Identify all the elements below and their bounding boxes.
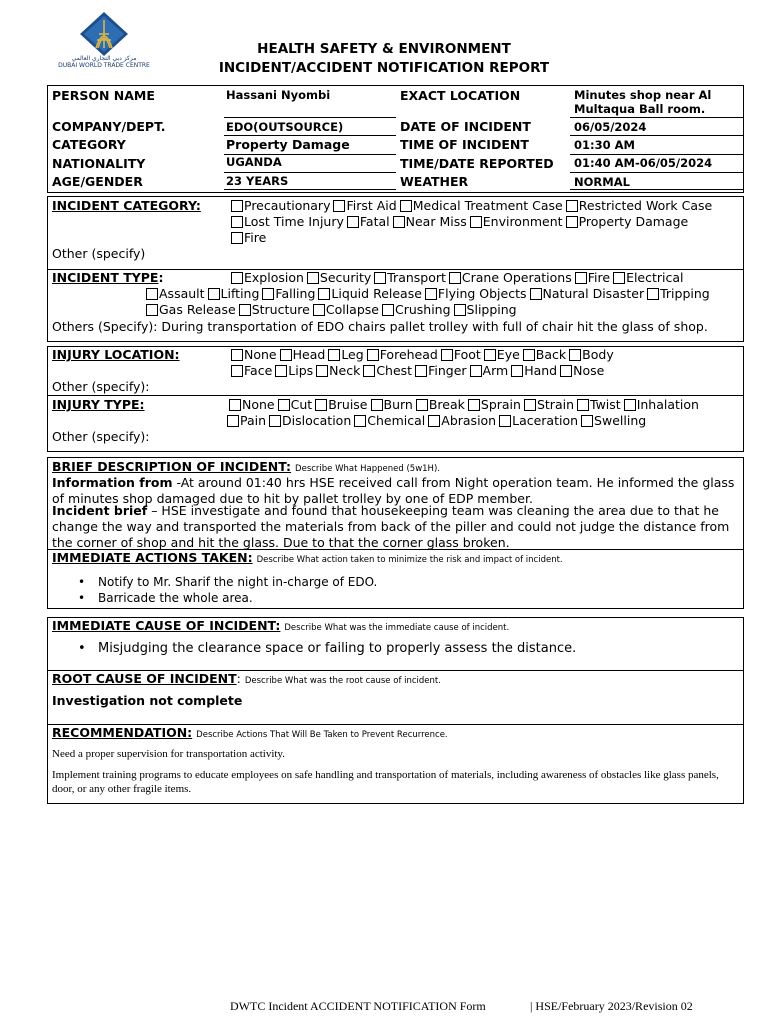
checkbox[interactable] bbox=[367, 349, 379, 361]
checkbox[interactable] bbox=[415, 365, 427, 377]
recommendation-line1: Need a proper supervision for transportation activity. bbox=[52, 748, 285, 760]
age-divider bbox=[224, 172, 396, 173]
immediate-cause-heading: IMMEDIATE CAUSE OF INCIDENT: bbox=[52, 618, 281, 633]
checkbox-label: Head bbox=[292, 347, 326, 362]
checkbox[interactable] bbox=[382, 304, 394, 316]
checkbox[interactable] bbox=[229, 399, 241, 411]
logo-emblem-icon bbox=[48, 10, 160, 56]
checkbox[interactable] bbox=[468, 399, 480, 411]
checkbox-option[interactable] bbox=[470, 214, 563, 229]
checkbox-label: Lifting bbox=[220, 286, 260, 301]
location-divider bbox=[570, 117, 744, 118]
checkbox[interactable] bbox=[499, 415, 511, 427]
checkbox-option[interactable] bbox=[318, 286, 422, 301]
checkbox-option[interactable] bbox=[278, 397, 313, 412]
recommendation-heading: RECOMMENDATION: bbox=[52, 725, 193, 740]
checkbox-option[interactable] bbox=[208, 286, 260, 301]
checkbox-label: Nose bbox=[573, 363, 605, 378]
checkbox-label: Fire bbox=[244, 230, 267, 245]
checkbox-option[interactable] bbox=[400, 198, 563, 213]
checkbox-label: First Aid bbox=[346, 198, 397, 213]
description-heading: BRIEF DESCRIPTION OF INCIDENT: bbox=[52, 459, 292, 474]
checkbox-option[interactable] bbox=[227, 413, 266, 428]
info-text: -At around 01:40 hrs HSE received call from Night operation team. He informed the glass of minutes shop damaged due to hit by pallet trolley by one of EDP member. bbox=[52, 475, 735, 506]
checkbox[interactable] bbox=[624, 399, 636, 411]
checkbox-label: Arm bbox=[482, 363, 509, 378]
checkbox-label: Near Miss bbox=[405, 214, 467, 229]
action-item-2: • Barricade the whole area. bbox=[52, 590, 742, 606]
incident-category-row1 bbox=[231, 198, 715, 214]
checkbox[interactable] bbox=[328, 349, 340, 361]
time-value: 01:30 AM bbox=[574, 138, 635, 152]
incident-type-others: Others (Specify): During transportation of EDO chairs pallet trolley with full of chair hit the glass of shop. bbox=[52, 319, 708, 334]
injury-location-row2 bbox=[231, 363, 607, 379]
location-label: EXACT LOCATION bbox=[400, 88, 521, 103]
checkbox-option[interactable] bbox=[560, 363, 604, 378]
checkbox-option[interactable] bbox=[231, 198, 330, 213]
immediate-cause-item: • Misjudging the clearance space or failing to properly assess the distance. bbox=[52, 641, 742, 657]
checkbox[interactable] bbox=[278, 399, 290, 411]
checkbox-label: Electrical bbox=[626, 270, 684, 285]
checkbox-label: None bbox=[242, 397, 275, 412]
checkbox[interactable] bbox=[318, 288, 330, 300]
date-divider bbox=[570, 135, 744, 136]
checkbox[interactable] bbox=[316, 365, 328, 377]
age-underline bbox=[224, 189, 396, 190]
checkbox-label: Environment bbox=[482, 214, 563, 229]
checkbox[interactable] bbox=[363, 365, 375, 377]
injury-location-other-label: Other (specify): bbox=[52, 379, 150, 394]
checkbox[interactable] bbox=[581, 415, 593, 427]
checkbox[interactable] bbox=[275, 365, 287, 377]
incident-type-heading-wrap bbox=[52, 270, 163, 285]
checkbox-option[interactable] bbox=[367, 347, 438, 362]
actions-note: Describe What action taken to minimize the risk and impact of incident. bbox=[256, 555, 563, 565]
checkbox-option[interactable] bbox=[470, 363, 509, 378]
checkbox-option[interactable] bbox=[382, 302, 451, 317]
checkbox[interactable] bbox=[146, 304, 158, 316]
checkbox-option[interactable] bbox=[354, 413, 425, 428]
checkbox-label: Natural Disaster bbox=[542, 286, 645, 301]
incident-category-other-label: Other (specify) bbox=[52, 246, 146, 261]
checkbox-option[interactable] bbox=[566, 198, 712, 213]
checkbox-option[interactable] bbox=[316, 363, 360, 378]
checkbox[interactable] bbox=[523, 349, 535, 361]
checkbox-label: Slipping bbox=[466, 302, 517, 317]
checkbox-label: Eye bbox=[496, 347, 520, 362]
checkbox-label: Restricted Work Case bbox=[578, 198, 713, 213]
checkbox-option[interactable] bbox=[428, 413, 496, 428]
checkbox-label: Chemical bbox=[367, 413, 426, 428]
checkbox-option[interactable] bbox=[146, 302, 236, 317]
checkbox-option[interactable] bbox=[231, 347, 277, 362]
checkbox-label: Lips bbox=[288, 363, 314, 378]
checkbox[interactable] bbox=[208, 288, 220, 300]
checkbox-label: Leg bbox=[341, 347, 364, 362]
category-value: Property Damage bbox=[226, 137, 350, 152]
checkbox[interactable] bbox=[239, 304, 251, 316]
checkbox-option[interactable] bbox=[231, 270, 304, 285]
checkbox[interactable] bbox=[315, 399, 327, 411]
person-name-label: PERSON NAME bbox=[52, 88, 155, 103]
checkbox[interactable] bbox=[425, 288, 437, 300]
company-label: COMPANY/DEPT. bbox=[52, 119, 166, 134]
checkbox-option[interactable] bbox=[577, 397, 621, 412]
company-value: EDO(OUTSOURCE) bbox=[226, 120, 344, 134]
incident-type-row3 bbox=[146, 302, 520, 318]
checkbox[interactable] bbox=[416, 399, 428, 411]
checkbox[interactable] bbox=[269, 415, 281, 427]
checkbox[interactable] bbox=[262, 288, 274, 300]
info-label: Information from bbox=[52, 475, 173, 490]
checkbox-option[interactable] bbox=[530, 286, 645, 301]
report-title-line2: INCIDENT/ACCIDENT NOTIFICATION REPORT bbox=[218, 60, 550, 76]
checkbox-option[interactable] bbox=[569, 347, 614, 362]
checkbox-option[interactable] bbox=[575, 270, 610, 285]
checkbox-label: Inhalation bbox=[636, 397, 699, 412]
checkbox-option[interactable] bbox=[307, 270, 371, 285]
age-label: AGE/GENDER bbox=[52, 174, 143, 189]
recommendation-heading-wrap bbox=[52, 725, 448, 740]
root-cause-heading-wrap bbox=[52, 671, 441, 686]
checkbox-label: Security bbox=[319, 270, 372, 285]
checkbox[interactable] bbox=[400, 200, 412, 212]
checkbox[interactable] bbox=[470, 365, 482, 377]
checkbox-option[interactable] bbox=[347, 214, 390, 229]
checkbox-label: Fatal bbox=[359, 214, 390, 229]
checkbox[interactable] bbox=[524, 399, 536, 411]
category-label: CATEGORY bbox=[52, 137, 126, 152]
logo-arabic-text: مركز دبي التجاري العالمي bbox=[71, 55, 137, 62]
checkbox[interactable] bbox=[227, 415, 239, 427]
checkbox-label: Strain bbox=[536, 397, 574, 412]
age-value: 23 YEARS bbox=[226, 174, 289, 188]
company-logo bbox=[48, 10, 160, 76]
checkbox-label: Body bbox=[582, 347, 614, 362]
person-name-value: Hassani Nyombi bbox=[226, 88, 331, 102]
checkbox-label: Abrasion bbox=[441, 413, 497, 428]
checkbox-label: Tripping bbox=[660, 286, 710, 301]
checkbox-option[interactable] bbox=[499, 413, 578, 428]
injury-location-heading: INJURY LOCATION: bbox=[52, 347, 180, 362]
reported-divider bbox=[570, 172, 744, 173]
checkbox-option[interactable] bbox=[449, 270, 572, 285]
checkbox-label: Precautionary bbox=[244, 198, 331, 213]
checkbox-option[interactable] bbox=[315, 397, 367, 412]
checkbox-option[interactable] bbox=[363, 363, 412, 378]
checkbox-option[interactable] bbox=[374, 270, 446, 285]
checkbox-option[interactable] bbox=[425, 286, 527, 301]
incident-type-heading: INCIDENT TYPE bbox=[52, 270, 159, 285]
checkbox[interactable] bbox=[231, 349, 243, 361]
checkbox-label: Chest bbox=[376, 363, 413, 378]
checkbox[interactable] bbox=[530, 288, 542, 300]
checkbox[interactable] bbox=[307, 272, 319, 284]
category-divider bbox=[224, 135, 396, 136]
location-value-line1: Minutes shop near Al bbox=[574, 88, 712, 102]
root-cause-colon: : bbox=[236, 671, 241, 686]
checkbox[interactable] bbox=[374, 272, 386, 284]
reported-value: 01:40 AM-06/05/2024 bbox=[574, 156, 713, 170]
root-cause-text: Investigation not complete bbox=[52, 693, 243, 708]
checkbox-label: Burn bbox=[383, 397, 413, 412]
checkbox-option[interactable] bbox=[511, 363, 557, 378]
checkbox-label: Gas Release bbox=[159, 302, 236, 317]
checkbox[interactable] bbox=[231, 200, 243, 212]
checkbox-option[interactable] bbox=[566, 214, 689, 229]
checkbox[interactable] bbox=[454, 304, 466, 316]
checkbox-label: Fire bbox=[587, 270, 611, 285]
date-value: 06/05/2024 bbox=[574, 120, 647, 134]
checkbox-label: Collapse bbox=[325, 302, 379, 317]
weather-underline bbox=[570, 189, 744, 190]
date-label: DATE OF INCIDENT bbox=[400, 119, 531, 134]
checkbox[interactable] bbox=[575, 272, 587, 284]
checkbox-label: Bruise bbox=[328, 397, 368, 412]
description-note: Describe What Happened (5w1H). bbox=[295, 464, 440, 474]
checkbox-option[interactable] bbox=[146, 286, 205, 301]
checkbox[interactable] bbox=[231, 272, 243, 284]
checkbox-option[interactable] bbox=[416, 397, 465, 412]
checkbox-option[interactable] bbox=[523, 347, 566, 362]
weather-value: NORMAL bbox=[574, 175, 630, 189]
checkbox[interactable] bbox=[566, 216, 578, 228]
checkbox[interactable] bbox=[647, 288, 659, 300]
nationality-value: UGANDA bbox=[226, 155, 282, 169]
description-brief bbox=[52, 503, 744, 551]
checkbox-label: Structure bbox=[251, 302, 310, 317]
checkbox[interactable] bbox=[470, 216, 482, 228]
weather-label: WEATHER bbox=[400, 174, 469, 189]
checkbox[interactable] bbox=[371, 399, 383, 411]
company-divider bbox=[224, 117, 396, 118]
checkbox-option[interactable] bbox=[333, 198, 396, 213]
actions-list bbox=[52, 574, 742, 606]
checkbox[interactable] bbox=[231, 365, 243, 377]
checkbox-option[interactable] bbox=[624, 397, 699, 412]
checkbox-label: Assault bbox=[159, 286, 205, 301]
incident-category-row2 bbox=[231, 214, 691, 230]
checkbox-label: Foot bbox=[453, 347, 481, 362]
actions-heading: IMMEDIATE ACTIONS TAKEN: bbox=[52, 550, 253, 565]
checkbox-label: Back bbox=[535, 347, 567, 362]
checkbox[interactable] bbox=[577, 399, 589, 411]
checkbox[interactable] bbox=[146, 288, 158, 300]
checkbox[interactable] bbox=[449, 272, 461, 284]
injury-type-other-label: Other (specify): bbox=[52, 429, 150, 444]
checkbox-option[interactable] bbox=[231, 214, 344, 229]
incident-type-row2 bbox=[146, 286, 713, 302]
injury-type-row2 bbox=[227, 413, 649, 429]
recommendation-line2: Implement training programs to educate employees on safe handling and transportation of materials, including awareness of obstacles like glass panels, door, or any other fragile items. bbox=[52, 769, 719, 795]
checkbox-option[interactable] bbox=[415, 363, 466, 378]
checkbox-option[interactable] bbox=[231, 230, 266, 245]
footer-form-name: DWTC Incident ACCIDENT NOTIFICATION Form bbox=[230, 999, 486, 1013]
checkbox-option[interactable] bbox=[231, 363, 272, 378]
root-cause-heading: ROOT CAUSE OF INCIDENT bbox=[52, 671, 237, 686]
footer-revision: | HSE/February 2023/Revision 02 bbox=[530, 999, 693, 1013]
checkbox-label: Lost Time Injury bbox=[244, 214, 344, 229]
checkbox[interactable] bbox=[613, 272, 625, 284]
recommendation-note: Describe Actions That Will Be Taken to Prevent Recurrence. bbox=[196, 730, 448, 740]
logo-english-text: DUBAI WORLD TRADE CENTRE bbox=[58, 62, 150, 69]
nationality-label: NATIONALITY bbox=[52, 156, 146, 171]
checkbox[interactable] bbox=[569, 349, 581, 361]
checkbox-label: Liquid Release bbox=[331, 286, 422, 301]
checkbox[interactable] bbox=[441, 349, 453, 361]
checkbox[interactable] bbox=[560, 365, 572, 377]
injury-type-row1 bbox=[229, 397, 702, 413]
checkbox-option[interactable] bbox=[484, 347, 520, 362]
injury-type-divider bbox=[47, 395, 744, 396]
injury-type-heading: INJURY TYPE: bbox=[52, 397, 145, 412]
checkbox-label: Sprain bbox=[480, 397, 521, 412]
checkbox-option[interactable] bbox=[328, 347, 363, 362]
checkbox-label: Neck bbox=[329, 363, 361, 378]
immediate-cause-list bbox=[52, 641, 742, 657]
checkbox-option[interactable] bbox=[393, 214, 467, 229]
checkbox-label: Break bbox=[428, 397, 465, 412]
report-title-line1: HEALTH SAFETY & ENVIRONMENT bbox=[257, 41, 511, 57]
checkbox-label: Falling bbox=[275, 286, 316, 301]
checkbox[interactable] bbox=[347, 216, 359, 228]
reported-label: TIME/DATE REPORTED bbox=[400, 156, 554, 171]
checkbox[interactable] bbox=[566, 200, 578, 212]
location-value-line2: Multaqua Ball room. bbox=[574, 102, 706, 116]
checkbox-label: Crane Operations bbox=[461, 270, 572, 285]
checkbox-option[interactable] bbox=[468, 397, 521, 412]
checkbox[interactable] bbox=[333, 200, 345, 212]
checkbox-label: Twist bbox=[590, 397, 621, 412]
description-heading-wrap bbox=[52, 459, 440, 474]
checkbox-option[interactable] bbox=[269, 413, 351, 428]
brief-label: Incident brief bbox=[52, 503, 148, 518]
checkbox-label: Medical Treatment Case bbox=[412, 198, 563, 213]
action-item-1: • Notify to Mr. Sharif the night in-charge of EDO. bbox=[52, 574, 742, 590]
checkbox[interactable] bbox=[280, 349, 292, 361]
checkbox-option[interactable] bbox=[275, 363, 313, 378]
checkbox-option[interactable] bbox=[581, 413, 646, 428]
checkbox[interactable] bbox=[313, 304, 325, 316]
checkbox-label: Finger bbox=[428, 363, 467, 378]
checkbox-label: Explosion bbox=[244, 270, 304, 285]
incident-category-heading: INCIDENT CATEGORY: bbox=[52, 198, 201, 213]
checkbox-label: Forehead bbox=[379, 347, 438, 362]
checkbox[interactable] bbox=[354, 415, 366, 427]
checkbox-option[interactable] bbox=[229, 397, 275, 412]
checkbox-label: Pain bbox=[240, 413, 267, 428]
immediate-cause-heading-wrap bbox=[52, 618, 509, 633]
checkbox-option[interactable] bbox=[441, 347, 481, 362]
checkbox-label: Crushing bbox=[394, 302, 451, 317]
incident-type-row1 bbox=[231, 270, 687, 286]
brief-text: – HSE investigate and found that housekeeping team was cleaning the area due to that he change the way and transported the materials from back of the piller and could not judge the distance from the corner of shop and hit the glass. Due to that the corner glass broken. bbox=[52, 503, 730, 550]
checkbox[interactable] bbox=[231, 232, 243, 244]
checkbox-option[interactable] bbox=[262, 286, 315, 301]
checkbox[interactable] bbox=[428, 415, 440, 427]
checkbox-option[interactable] bbox=[647, 286, 710, 301]
time-divider bbox=[570, 154, 744, 155]
injury-location-row1 bbox=[231, 347, 617, 363]
time-label: TIME OF INCIDENT bbox=[400, 137, 529, 152]
checkbox-label: None bbox=[244, 347, 277, 362]
incident-category-row3 bbox=[231, 230, 269, 246]
checkbox[interactable] bbox=[484, 349, 496, 361]
checkbox-label: Dislocation bbox=[282, 413, 352, 428]
checkbox-label: Swelling bbox=[594, 413, 647, 428]
checkbox-option[interactable] bbox=[280, 347, 326, 362]
checkbox-label: Property Damage bbox=[578, 214, 689, 229]
checkbox-label: Laceration bbox=[512, 413, 579, 428]
checkbox[interactable] bbox=[511, 365, 523, 377]
checkbox[interactable] bbox=[393, 216, 405, 228]
checkbox-label: Cut bbox=[290, 397, 313, 412]
checkbox-option[interactable] bbox=[454, 302, 517, 317]
checkbox-option[interactable] bbox=[524, 397, 574, 412]
checkbox-option[interactable] bbox=[313, 302, 379, 317]
checkbox-label: Hand bbox=[524, 363, 558, 378]
checkbox[interactable] bbox=[231, 216, 243, 228]
actions-heading-wrap bbox=[52, 550, 563, 565]
checkbox-label: Transport bbox=[387, 270, 446, 285]
checkbox-option[interactable] bbox=[613, 270, 683, 285]
incident-type-colon: : bbox=[158, 270, 164, 285]
root-cause-note: Describe What was the root cause of incident. bbox=[244, 676, 441, 686]
immediate-cause-note: Describe What was the immediate cause of incident. bbox=[284, 623, 510, 633]
checkbox-label: Face bbox=[244, 363, 273, 378]
checkbox-option[interactable] bbox=[239, 302, 310, 317]
checkbox-label: Flying Objects bbox=[437, 286, 527, 301]
checkbox-option[interactable] bbox=[371, 397, 413, 412]
